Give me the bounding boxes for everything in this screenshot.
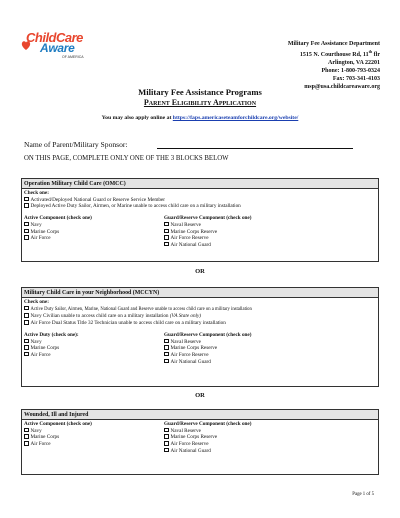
block-title: Military Child Care in your Neighborhood (MCCYN) xyxy=(22,288,378,298)
option-air-national-guard[interactable]: Air National Guard xyxy=(164,359,304,366)
active-component-header: Active Component (check one) xyxy=(24,215,92,222)
option-af-reserve[interactable]: Air Force Reserve xyxy=(164,235,304,242)
checkbox[interactable] xyxy=(24,320,29,325)
option-naval-reserve[interactable]: Naval Reserve xyxy=(164,339,304,346)
checkbox[interactable] xyxy=(164,428,169,433)
option-air-force[interactable]: Air Force xyxy=(24,352,164,359)
checkbox[interactable] xyxy=(164,448,169,453)
check-one-label: Check one: xyxy=(24,299,49,305)
option-navy[interactable]: Navy xyxy=(24,428,164,435)
option-naval-reserve[interactable]: Naval Reserve xyxy=(164,428,304,435)
checkbox[interactable] xyxy=(24,441,29,446)
page-number: Page 1 of 5 xyxy=(352,492,374,497)
block-title: Wounded, Ill and Injured xyxy=(22,410,378,420)
option-air-force[interactable]: Air Force xyxy=(24,441,164,448)
checkbox[interactable] xyxy=(164,235,169,240)
instruction-text: ON THIS PAGE, COMPLETE ONLY ONE OF THE 3 BLOCKS BELOW xyxy=(24,155,229,162)
address-line: Phone: 1-800-793-0324 xyxy=(321,68,380,75)
option-marine-reserve[interactable]: Marine Corps Reserve xyxy=(164,434,304,441)
checkbox[interactable] xyxy=(164,339,169,344)
checkbox[interactable] xyxy=(24,434,29,439)
option-marine-corps[interactable]: Marine Corps xyxy=(24,229,164,236)
reserve-component-header: Guard/Reserve Component (check one) xyxy=(164,331,252,338)
option-dual-status[interactable]: Air Force Dual Status Title 32 Technician unable to access child care on a military installation xyxy=(24,320,376,327)
option-af-reserve[interactable]: Air Force Reserve xyxy=(164,352,304,359)
checkbox[interactable] xyxy=(24,222,29,227)
checkbox[interactable] xyxy=(164,352,169,357)
option-marine-reserve[interactable]: Marine Corps Reserve xyxy=(164,345,304,352)
checkbox[interactable] xyxy=(24,313,29,318)
option-navy[interactable]: Navy xyxy=(24,222,164,229)
option-naval-reserve[interactable]: Naval Reserve xyxy=(164,222,304,229)
sponsor-name-field[interactable] xyxy=(157,148,353,149)
option-af-reserve[interactable]: Air Force Reserve xyxy=(164,441,304,448)
address-line: Fax: 703-341-4103 xyxy=(332,76,380,83)
checkbox[interactable] xyxy=(164,441,169,446)
checkbox[interactable] xyxy=(24,306,29,311)
checkbox[interactable] xyxy=(24,235,29,240)
active-component-header: Active Component (check one) xyxy=(24,421,92,427)
checkbox[interactable] xyxy=(24,229,29,234)
apply-online-note: You may also apply online at https://faps.americaseteamforchildcare.org/website/ xyxy=(101,115,299,121)
option-marine-reserve[interactable]: Marine Corps Reserve xyxy=(164,229,304,236)
checkbox[interactable] xyxy=(24,339,29,344)
logo-text-of-america: OF AMERICA xyxy=(62,55,84,59)
option-navy-civilian[interactable]: Navy Civilian unable to access child care on a military installation (VA State only) xyxy=(24,313,376,320)
logo-text-aware: Aware xyxy=(40,41,75,55)
address-line: Arlington, VA 22201 xyxy=(328,60,380,67)
checkbox[interactable] xyxy=(164,242,169,247)
wounded-ill-injured-block xyxy=(21,409,379,475)
option-activated[interactable]: Activated/Deployed National Guard or Reserve Service Member xyxy=(24,197,376,204)
checkbox[interactable] xyxy=(24,197,29,202)
check-one-label: Check one: xyxy=(24,190,49,196)
page-title: Military Fee Assistance Programs xyxy=(138,87,262,97)
checkbox[interactable] xyxy=(164,229,169,234)
checkbox[interactable] xyxy=(164,222,169,227)
option-marine-corps[interactable]: Marine Corps xyxy=(24,434,164,441)
address-email: msp@usa.childcareaware.org xyxy=(304,84,380,91)
option-air-national-guard[interactable]: Air National Guard xyxy=(164,448,304,455)
option-note: (VA State only) xyxy=(169,313,202,320)
option-deployed[interactable]: Deployed Active Duty Sailor, Airmen, or Marine unable to access child care on a military installation xyxy=(24,203,376,210)
omcc-block xyxy=(21,178,379,262)
checkbox[interactable] xyxy=(164,345,169,350)
checkbox[interactable] xyxy=(24,203,29,208)
or-separator: OR xyxy=(195,392,205,399)
logo-text-childcare: ChildCare xyxy=(26,30,83,45)
checkbox[interactable] xyxy=(24,345,29,350)
active-duty-header: Active Duty (check one): xyxy=(24,331,79,338)
option-air-force[interactable]: Air Force xyxy=(24,235,164,242)
address-line: Military Fee Assistance Department xyxy=(287,41,380,47)
or-separator: OR xyxy=(195,268,205,275)
block-title: Operation Military Child Care (OMCC) xyxy=(22,179,378,189)
mccyn-block xyxy=(21,287,379,387)
childcare-aware-logo xyxy=(26,30,90,64)
page-subtitle: Parent Eligibility Application xyxy=(143,98,257,107)
reserve-component-header: Guard/Reserve Component (check one) xyxy=(164,215,252,222)
option-marine-corps[interactable]: Marine Corps xyxy=(24,345,164,352)
apply-online-link[interactable]: https://faps.americaseteamforchildcare.org/website/ xyxy=(172,115,299,121)
checkbox[interactable] xyxy=(164,434,169,439)
option-active-duty[interactable]: Active Duty Sailor, Airmen, Marine, National Guard and Reserve unable to access child care on a military installation xyxy=(24,306,376,314)
option-air-national-guard[interactable]: Air National Guard xyxy=(164,242,304,249)
checkbox[interactable] xyxy=(164,359,169,364)
checkbox[interactable] xyxy=(24,428,29,433)
option-navy[interactable]: Navy xyxy=(24,339,164,346)
sponsor-name-label: Name of Parent/Military Sponsor: xyxy=(24,140,128,149)
address-line: 1515 N. Courthouse Rd, 11th flr xyxy=(299,49,380,59)
department-address xyxy=(288,40,380,92)
reserve-component-header: Guard/Reserve Component (check one) xyxy=(164,421,252,427)
checkbox[interactable] xyxy=(24,352,29,357)
